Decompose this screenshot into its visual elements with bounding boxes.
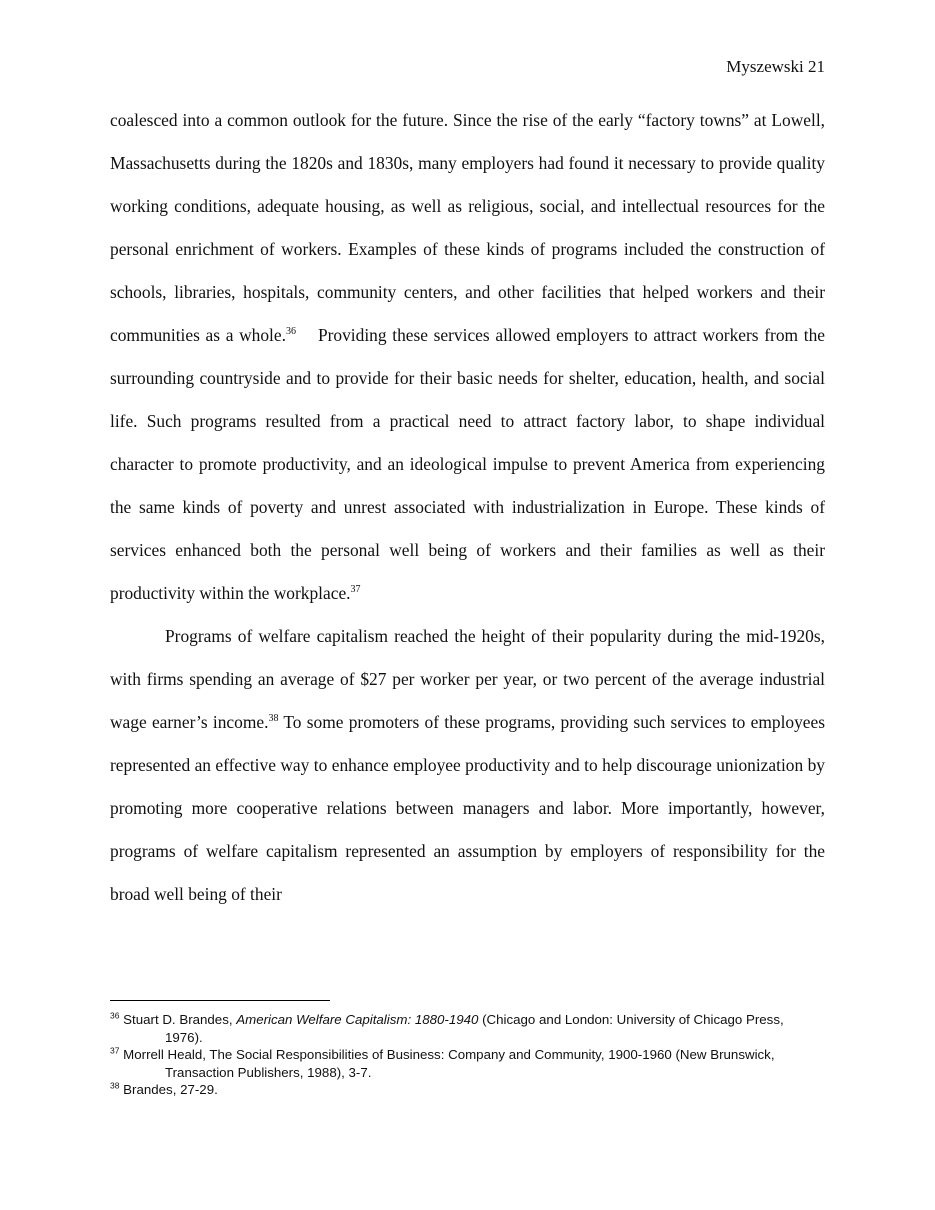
footnote-number: 36 [110,1010,120,1021]
footnotes [110,1011,825,1099]
footnote-ref: 37 [350,584,361,596]
body-text [110,99,825,916]
paragraph-text: Providing these services allowed employers to attract workers from the surrounding countryside and to provide for their basic needs for shelter, education, health, and social life. Such programs resulted from a practical need to attract factory labor, to shape individual character to promote productivity, and an ideological impulse to prevent America from experiencing the same kinds of poverty and unrest associated with industrialization in Europe. These kinds of services enhanced both the personal well being of workers and their families as well as their productivity within the workplace. [110,325,825,603]
footnote-text: (Chicago and London: University of Chicago Press, 1976). [165,1012,784,1045]
footnote [110,1046,825,1081]
footnote-ref: 38 [268,713,279,725]
footnote-author: Stuart D. Brandes, [119,1012,237,1027]
footnote [110,1011,825,1046]
paragraph-text: Programs of welfare capitalism reached the height of their popularity during the mid-1920s, with firms spending an average of $27 per worker per year, or two percent of the average industrial wage earner’s income. [110,626,825,732]
footnote-title: American Welfare Capitalism: 1880-1940 [236,1012,479,1027]
paragraph [110,99,825,615]
footnote [110,1081,825,1099]
footnote-text: Brandes, 27-29. [119,1082,218,1097]
footnote-divider [110,1000,330,1001]
footnote-number: 37 [110,1045,120,1056]
running-head: Myszewski 21 [726,57,825,76]
footnote-ref: 36 [285,326,296,338]
paragraph [110,615,825,916]
footnote-number: 38 [110,1080,120,1091]
paragraph-text: coalesced into a common outlook for the future. Since the rise of the early “factory towns” at Lowell, Massachusetts during the 1820s and 1830s, many employers had found it necessary to provide quality working conditions, adequate housing, as well as religious, social, and intellectual resources for the personal enrichment of workers. Examples of these kinds of programs included the construction of schools, libraries, hospitals, community centers, and other facilities that helped workers and their communities as a whole. [110,110,825,345]
paragraph-text: To some promoters of these programs, providing such services to employees represented an effective way to enhance employee productivity and to help discourage unionization by promoting more cooperative relations between managers and labor. More importantly, however, programs of welfare capitalism represented an assumption by employers of responsibility for the broad well being of their [110,712,825,904]
footnote-text: Morrell Heald, The Social Responsibilities of Business: Company and Community, 1900-1960 (New Brunswick, Transaction Publishers, 1988), 3-7. [119,1047,775,1080]
